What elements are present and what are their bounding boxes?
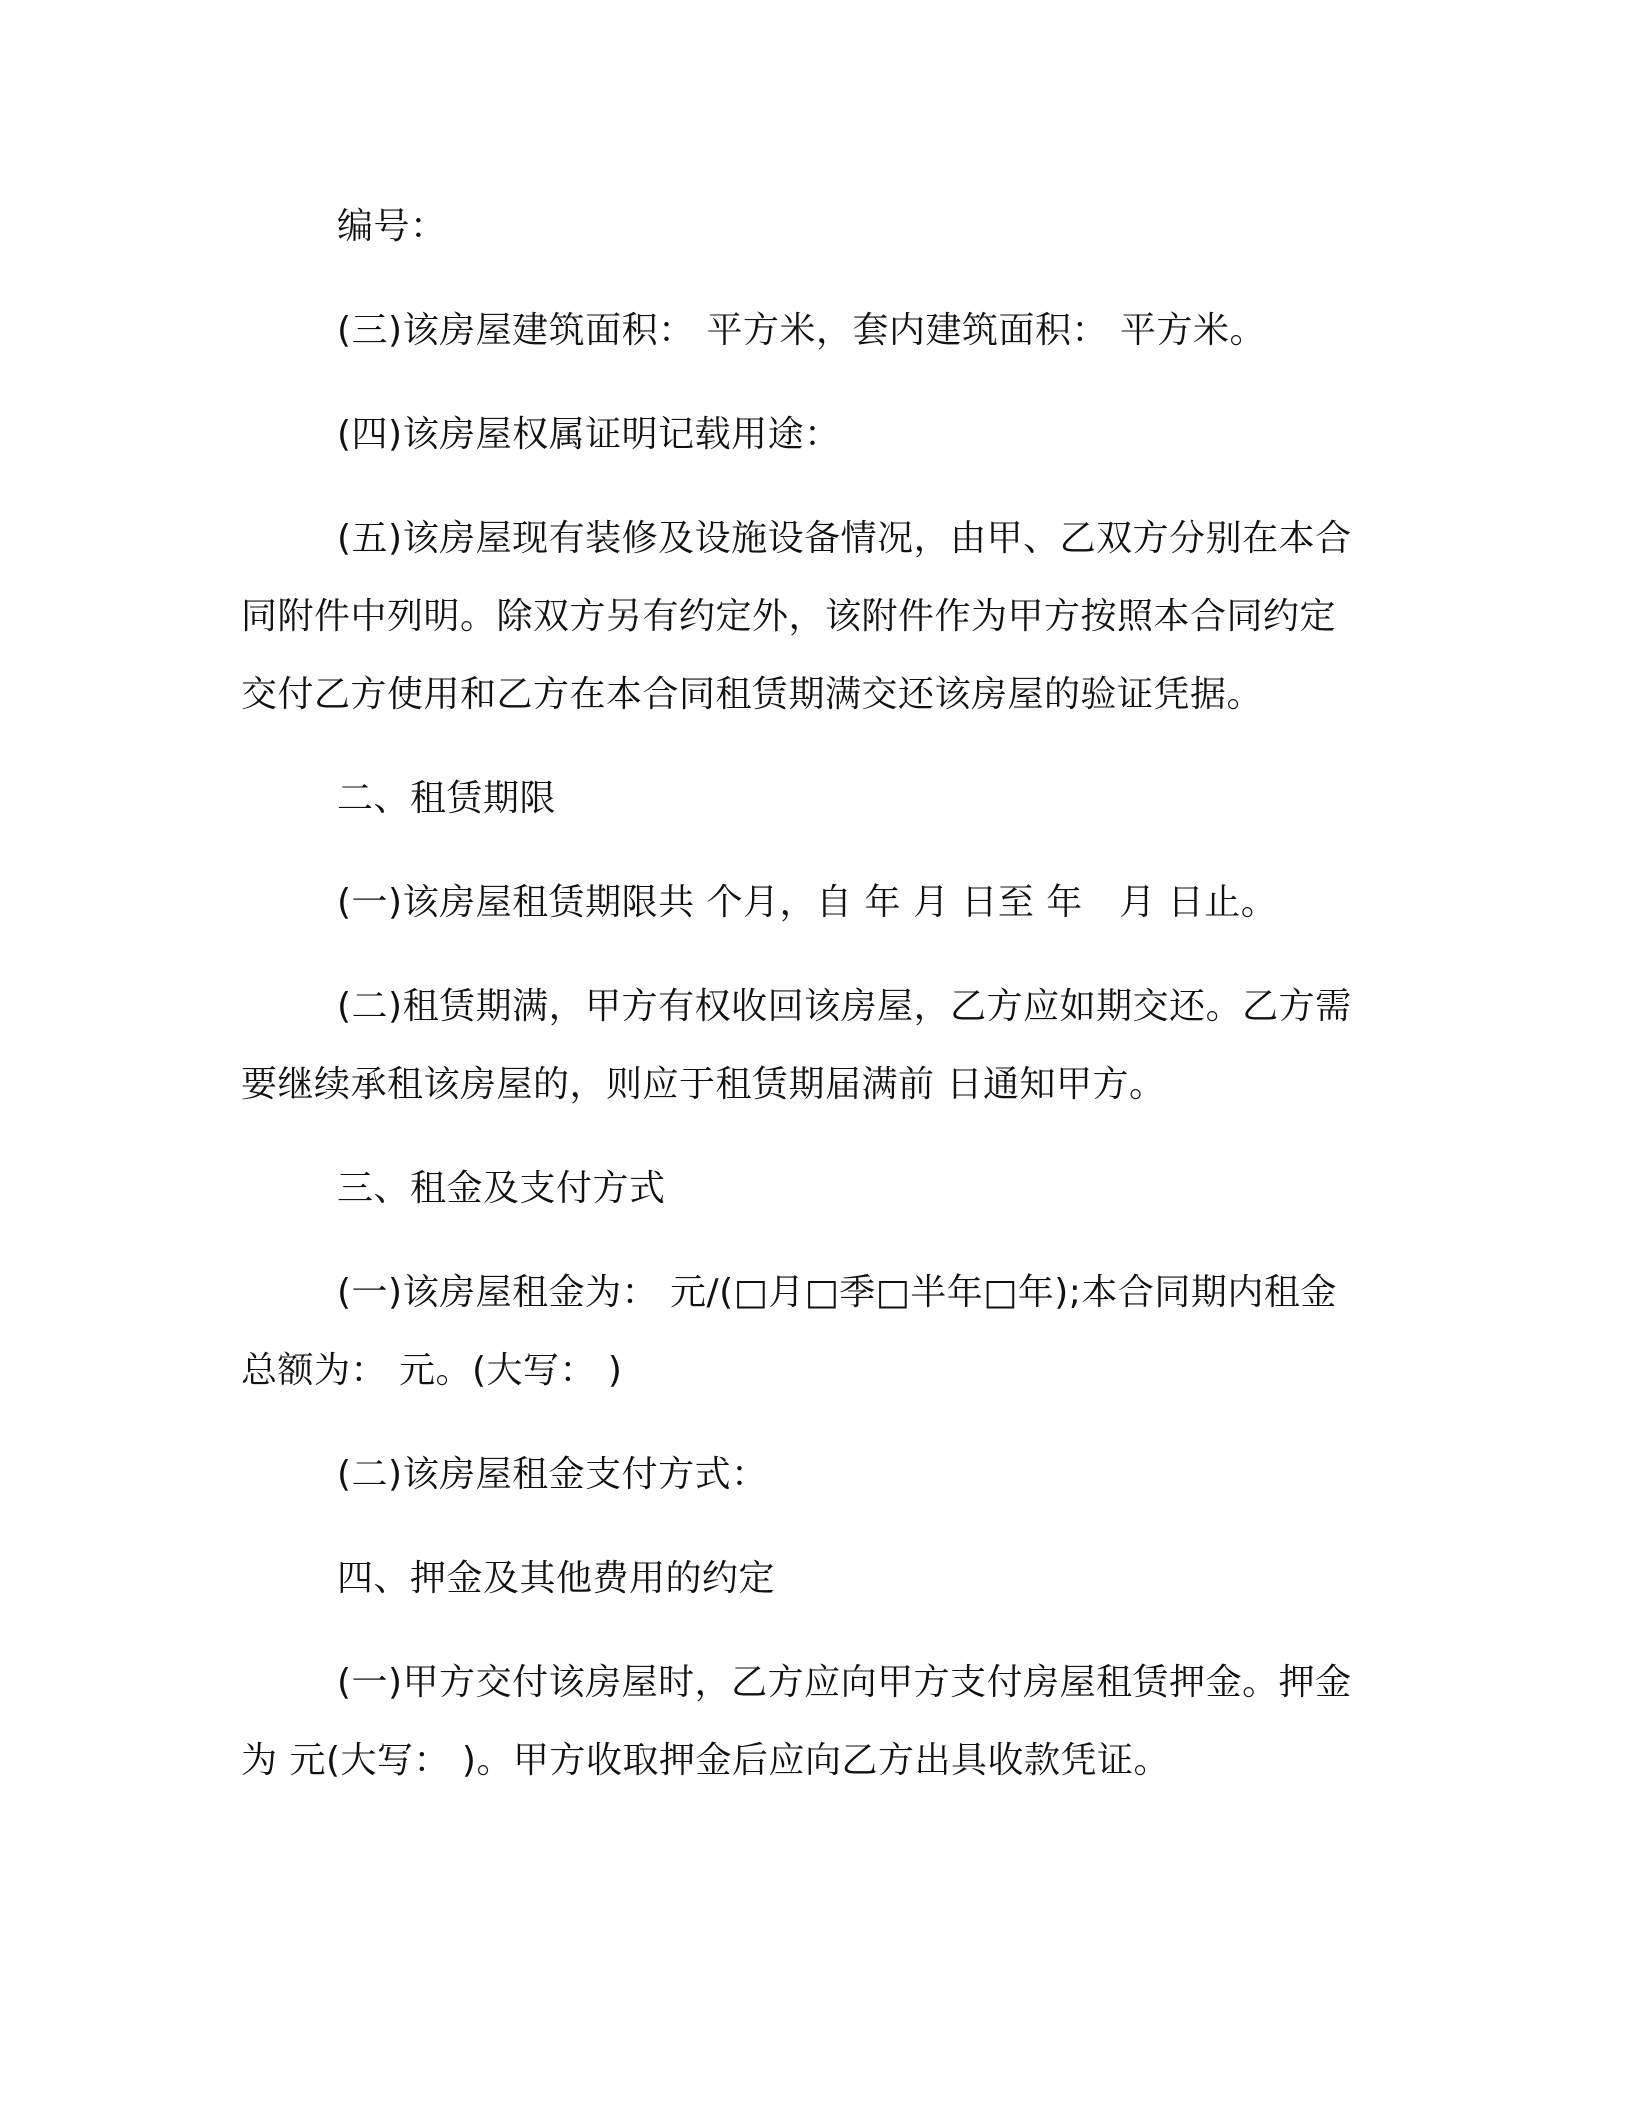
paragraph-deposit: (一)甲方交付该房屋时，乙方应向甲方支付房屋租赁押金。押金为 元(大写： )。甲方收取押金后应向乙方出具收款凭证。 [241,1662,1352,1781]
paragraph-lease-duration: (一)该房屋租赁期限共 个月，自 年 月 日至 年 月 日止。 [337,882,1278,923]
paragraph-rent-payment-method: (二)该房屋租金支付方式： [337,1454,768,1495]
paragraph-rent-amount: (一)该房屋租金为： 元/(□月□季□半年□年);本合同期内租金总额为： 元。(大写： ) [241,1272,1337,1391]
section-heading-rent-payment: 三、租金及支付方式 [337,1168,666,1209]
section-heading-lease-term: 二、租赁期限 [337,778,557,819]
paragraph-building-area: (三)该房屋建筑面积： 平方米，套内建筑面积： 平方米。 [337,310,1266,351]
section-heading-deposit-fees: 四、押金及其他费用的约定 [337,1558,776,1599]
paragraph-decoration-facilities: (五)该房屋现有装修及设施设备情况，由甲、乙双方分别在本合同附件中列明。除双方另有约定外，该附件作为甲方按照本合同约定交付乙方使用和乙方在本合同租赁期满交还该房屋的验证凭据。 [241,518,1352,715]
paragraph-recorded-usage: (四)该房屋权属证明记载用途： [337,414,841,455]
paragraph-serial-number: 编号： [337,206,447,247]
paragraph-lease-expiry: (二)租赁期满，甲方有权收回该房屋，乙方应如期交还。乙方需要继续承租该房屋的，则应于租赁期届满前 日通知甲方。 [241,986,1352,1105]
document-body [241,188,1371,1800]
